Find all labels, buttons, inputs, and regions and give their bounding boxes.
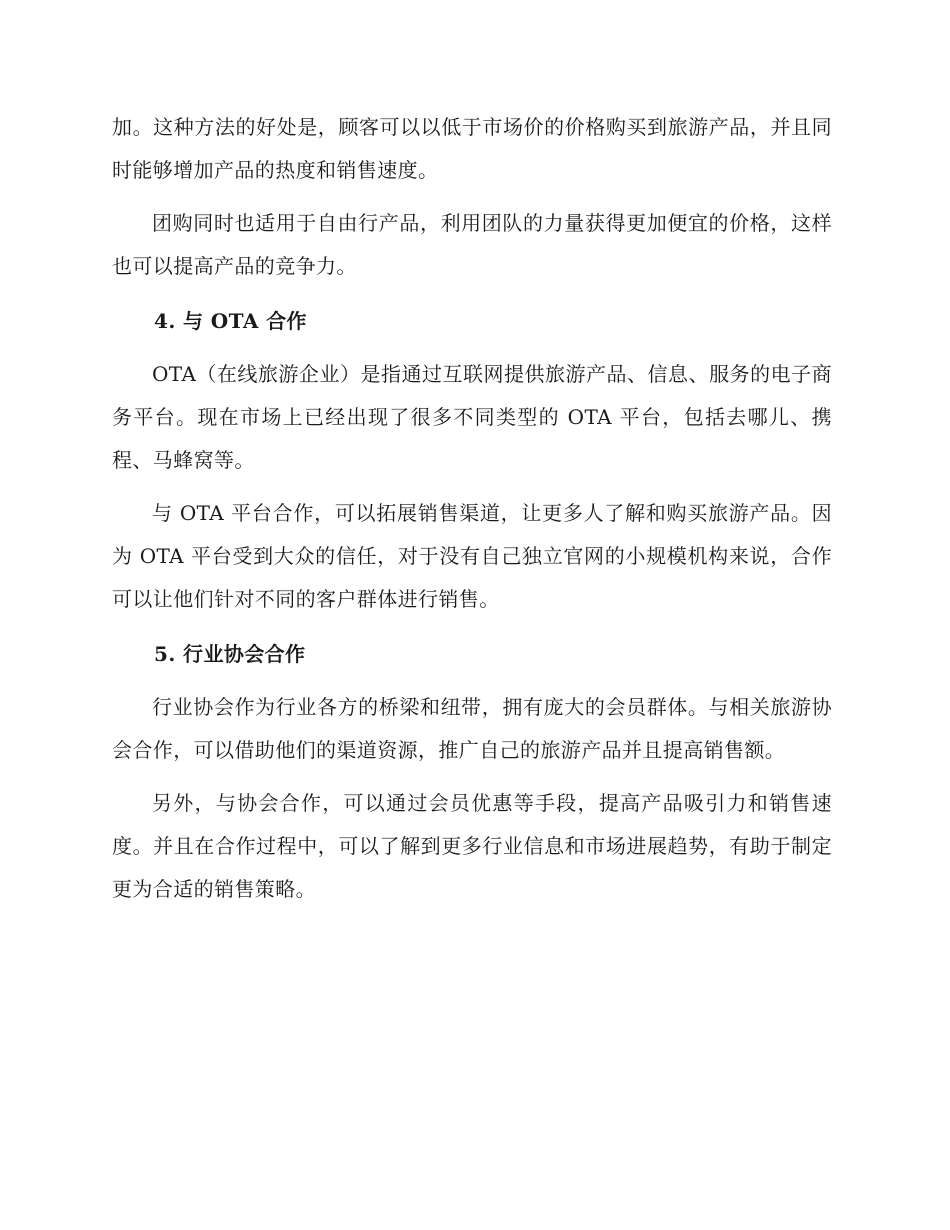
paragraph-continuation: 加。这种方法的好处是，顾客可以以低于市场价的价格购买到旅游产品，并且同时能够增加产品的热度和销售速度。 (112, 115, 832, 182)
paragraph-association-benefits: 另外，与协会合作，可以通过会员优惠等手段，提高产品吸引力和销售速度。并且在合作过程中，可以了解到更多行业信息和市场进展趋势，有助于制定更为合适的销售策略。 (112, 791, 832, 901)
section-heading-association: 5. 行业协会合作 (154, 642, 306, 666)
paragraph-association-intro: 行业协会作为行业各方的桥梁和纽带，拥有庞大的会员群体。与相关旅游协会合作，可以借助他们的渠道资源，推广自己的旅游产品并且提高销售额。 (112, 695, 832, 762)
section-heading-ota: 4. 与 OTA 合作 (154, 309, 307, 333)
paragraph-ota-definition: OTA（在线旅游企业）是指通过互联网提供旅游产品、信息、服务的电子商务平台。现在市场上已经出现了很多不同类型的 OTA 平台，包括去哪儿、携程、马蜂窝等。 (112, 362, 832, 472)
paragraph-group-buying: 团购同时也适用于自由行产品，利用团队的力量获得更加便宜的价格，这样也可以提高产品的竞争力。 (112, 211, 832, 278)
paragraph-ota-cooperation: 与 OTA 平台合作，可以拓展销售渠道，让更多人了解和购买旅游产品。因为 OTA 平台受到大众的信任，对于没有自己独立官网的小规模机构来说，合作可以让他们针对不同的客户群体进行销售。 (112, 501, 832, 611)
